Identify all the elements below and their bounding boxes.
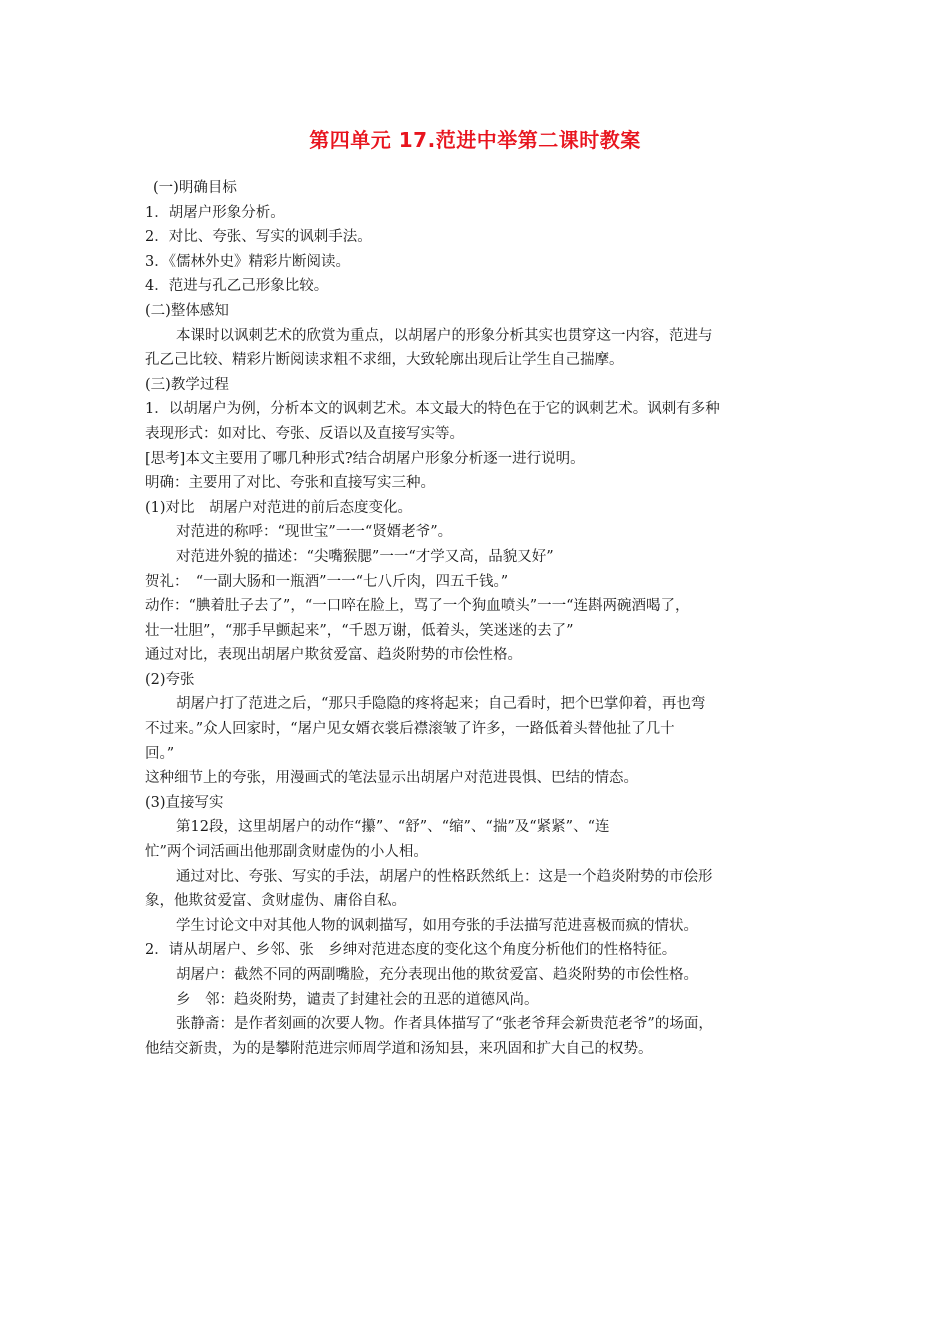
paragraph-line: 回。” xyxy=(145,745,175,762)
paragraph-line: 明确：主要用了对比、夸张和直接写实三种。 xyxy=(145,475,435,492)
section-heading-process: (三)教学过程 xyxy=(145,376,229,393)
paragraph-line: 忙”两个词活画出他那副贪财虚伪的小人相。 xyxy=(145,844,428,861)
paragraph-line: 本课时以讽刺艺术的欣赏为重点，以胡屠户的形象分析其实也贯穿这一内容，范进与 xyxy=(176,327,713,344)
document-title: 第四单元 17.范进中举第二课时教案 xyxy=(309,128,641,152)
paragraph-line: 第12段，这里胡屠户的动作“攥”、“舒”、“缩”、“揣”及“紧紧”、“连 xyxy=(176,819,610,836)
paragraph-line: 2．请从胡屠户、乡邻、张 乡绅对范进态度的变化这个角度分析他们的性格特征。 xyxy=(145,942,677,959)
paragraph-line: 通过对比，表现出胡屠户欺贫爱富、趋炎附势的市侩性格。 xyxy=(145,647,522,664)
section-heading-overview: (二)整体感知 xyxy=(145,302,229,319)
paragraph-line: 张静斋：是作者刻画的次要人物。作者具体描写了“张老爷拜会新贵范老爷”的场面， xyxy=(176,1016,713,1033)
paragraph-line: 胡屠户：截然不同的两副嘴脸，充分表现出他的欺贫爱富、趋炎附势的市侩性格。 xyxy=(176,967,698,983)
paragraph-line: 不过来。”众人回家时，“屠户见女婿衣裳后襟滚皱了许多，一路低着头替他扯了几十 xyxy=(145,721,675,738)
paragraph-line: 动作：“腆着肚子去了”，“一口啐在脸上，骂了一个狗血喷头”一一“连斟两碗酒喝了， xyxy=(145,598,690,615)
paragraph-line: 乡 邻：趋炎附势，谴责了封建社会的丑恶的道德风尚。 xyxy=(176,991,539,1008)
paragraph-line: 表现形式：如对比、夸张、反语以及直接写实等。 xyxy=(145,425,464,442)
document-body xyxy=(145,176,815,1061)
paragraph-line: 对范进外貌的描述：“尖嘴猴腮”一一“才学又高，品貌又好” xyxy=(176,548,554,565)
paragraph-line: 贺礼： “一副大肠和一瓶酒”一一“七八斤肉，四五千钱。” xyxy=(145,573,509,590)
paragraph-line: 学生讨论文中对其他人物的讽刺描写，如用夸张的手法描写范进喜极而疯的情状。 xyxy=(176,917,698,934)
subheading-exaggeration: (2)夸张 xyxy=(145,671,195,688)
section-heading-goals: (一)明确目标 xyxy=(153,180,237,196)
paragraph-line: 1．以胡屠户为例，分析本文的讽刺艺术。本文最大的特色在于它的讽刺艺术。讽刺有多种 xyxy=(145,401,720,418)
paragraph-line: [思考]本文主要用了哪几种形式?结合胡屠户形象分析逐一进行说明。 xyxy=(145,450,585,467)
paragraph-line: 壮一壮胆”，“那手早颤起来”，“千恩万谢，低着头，笑迷迷的去了” xyxy=(145,622,574,639)
paragraph-line: 对范进的称呼：“现世宝”一一“贤婿老爷”。 xyxy=(176,524,453,541)
paragraph-line: 孔乙己比较、精彩片断阅读求粗不求细，大致轮廓出现后让学生自己揣摩。 xyxy=(145,352,624,369)
goal-item: 4．范进与孔乙己形象比较。 xyxy=(145,278,329,295)
subheading-realism: (3)直接写实 xyxy=(145,794,224,811)
paragraph-line: 他结交新贵，为的是攀附范进宗师周学道和汤知县，来巩固和扩大自己的权势。 xyxy=(145,1040,653,1057)
paragraph-line: 象，他欺贫爱富、贪财虚伪、庸俗自私。 xyxy=(145,893,406,910)
goal-item: 3．《儒林外史》精彩片断阅读。 xyxy=(145,253,350,270)
goal-item: 2．对比、夸张、写实的讽刺手法。 xyxy=(145,229,372,246)
goal-item: 1．胡屠户形象分析。 xyxy=(145,204,285,221)
paragraph-line: 通过对比、夸张、写实的手法，胡屠户的性格跃然纸上：这是一个趋炎附势的市侩形 xyxy=(176,868,713,885)
subheading-contrast: (1)对比 胡屠户对范进的前后态度变化。 xyxy=(145,499,413,516)
paragraph-line: 胡屠户打了范进之后，“那只手隐隐的疼将起来；自己看时，把个巴掌仰着，再也弯 xyxy=(176,696,706,713)
paragraph-line: 这种细节上的夸张，用漫画式的笔法显示出胡屠户对范进畏惧、巴结的情态。 xyxy=(145,770,638,787)
